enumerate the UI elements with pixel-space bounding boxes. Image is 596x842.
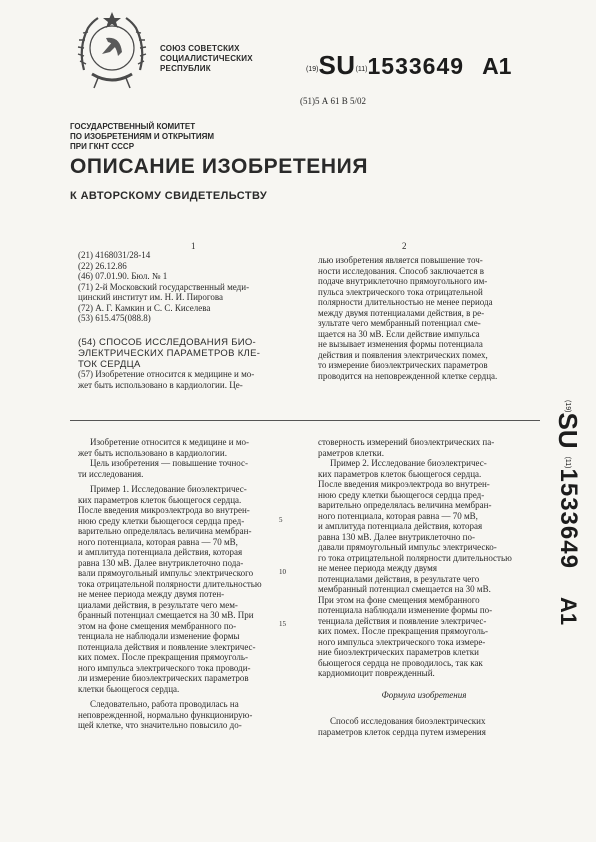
country-code: SU	[318, 50, 356, 80]
body-text-left: Изобретение относится к медицине и мо- жет быть использовано в кардиологии. Цель изобретения — повышение точнос- ти исследования. Пример 1. Исследование биоэлектричес- ких параметров клеток бьющегося сердца. После введения микроэлектрода во внутрен- нюю среду клетки бьющегося сердца пред- варительно определялась величина мембран- ного потенциала, которая равна — 70 мВ, и амплитуда потенциала действия, которая равна 130 мВ. Далее внутриклеточно пода- вали прямоугольный импульс электрического тока отрицательной полярности длительностью не менее периода между двумя потен- циалами действия, в результате чего мем- бранный потенциал смещается на 30 мВ. При этом на фоне смещения мембранного по- тенциала не наблюдали изменение формы потенциала действия и появление электричес- ких помех. После прекращения прямоуголь- ного импульса электрического тока проводи- ли измерение биоэлектрических параметров клетки бьющегося сердца. Следовательно, работа проводилась на неповрежденной, нормально функционирую- щей клетке, что значительно повысило до-	[78, 437, 262, 730]
column-number-2: 2	[402, 241, 407, 251]
abstract-right: лью изобретения является повышение точ- ности исследования. Способ заключается в подаче внутриклеточно прямоугольного им- пульса электрического тока отрицательной полярности длительностью не менее периода между двумя потенциалами действия, в ре- зультате чего мембранный потенциал сме- щается на 30 мВ. Если действие импульса не вызывает изменения формы потенциала действия и появления электрических помех, то измерение биоэлектрических параметров проводится на неповрежденной клетке сердца.	[318, 255, 498, 381]
invention-title: (54) СПОСОБ ИССЛЕДОВАНИЯ БИО- ЭЛЕКТРИЧЕСКИХ ПАРАМЕТРОВ КЛЕ- ТОК СЕРДЦА	[78, 337, 261, 370]
code-19: (19)	[306, 66, 319, 73]
abstract-left: (57) Изобретение относится к медицине и мо- жет быть использовано в кардиологии. Це-	[78, 369, 255, 390]
bibliographic-data: (21) 4168031/28-14 (22) 26.12.86 (46) 07.01.90. Бюл. № 1 (71) 2-й Московский государственный меди- цинский институт им. Н. И. Пирогова (72) А. Г. Камкин и С. С. Киселева (53) 615.475(088.8)	[78, 250, 250, 323]
section-divider	[70, 420, 540, 421]
ipc-classification: (51)5 А 61 В 5/02	[300, 96, 366, 106]
committee-name: ГОСУДАРСТВЕННЫЙ КОМИТЕТ ПО ИЗОБРЕТЕНИЯМ И ОТКРЫТИЯМ ПРИ ГКНТ СССР	[70, 122, 215, 151]
side-code-19: (19)	[564, 400, 572, 413]
line-marker-15: 15	[279, 620, 286, 628]
document-kind: A1	[482, 53, 512, 79]
side-document-kind: A1	[556, 596, 581, 626]
code-11: (11)	[355, 66, 368, 73]
side-patent-number-value: 1533649	[555, 468, 582, 569]
side-patent-number	[551, 400, 585, 720]
document-subtitle: К АВТОРСКОМУ СВИДЕТЕЛЬСТВУ	[70, 190, 268, 202]
side-country-code: SU	[553, 412, 584, 449]
column-number-1: 1	[191, 241, 196, 251]
document-title: ОПИСАНИЕ ИЗОБРЕТЕНИЯ	[70, 155, 369, 178]
publication-number	[306, 50, 511, 81]
ussr-emblem-icon	[70, 8, 154, 92]
claims-heading: Формула изобретения	[381, 690, 467, 700]
line-marker-10: 10	[279, 568, 286, 576]
union-name: СОЮЗ СОВЕТСКИХ СОЦИАЛИСТИЧЕСКИХ РЕСПУБЛИК	[160, 44, 253, 73]
side-code-11: (11)	[564, 456, 572, 469]
claims-text: Способ исследования биоэлектрических параметров клеток сердца путем измерения	[318, 716, 486, 737]
body-text-right: стоверность измерений биоэлектрических па- раметров клетки. Пример 2. Исследование биоэлектричес- ких параметров клеток бьющегося сердца. После введения микроэлектрода во внутрен- нюю среду клетки бьющегося сердца пред- варительно определялась величина мембран- ного потенциала, которая равна — 70 мВ, и амплитуда потенциала действия, которая равна 130 мВ. Далее внутриклеточно по- давали прямоугольный импульс электрическо- го тока отрицательной полярности длительностью не менее периода между двумя потенциалами действия, в результате чего мембранный потенциал смещается на 30 мВ. При этом на фоне смещения мембранного потенциала наблюдали изменение формы по- тенциала действия и появление электричес- ких помех. После прекращения прямоуголь- ного импульса электрического тока измере- ние биоэлектрических параметров клетки бьющегося сердца не проводилось, так как кардиомиоцит поврежденный.	[318, 437, 512, 678]
patent-number: 1533649	[367, 53, 465, 79]
line-marker-5: 5	[279, 516, 283, 524]
